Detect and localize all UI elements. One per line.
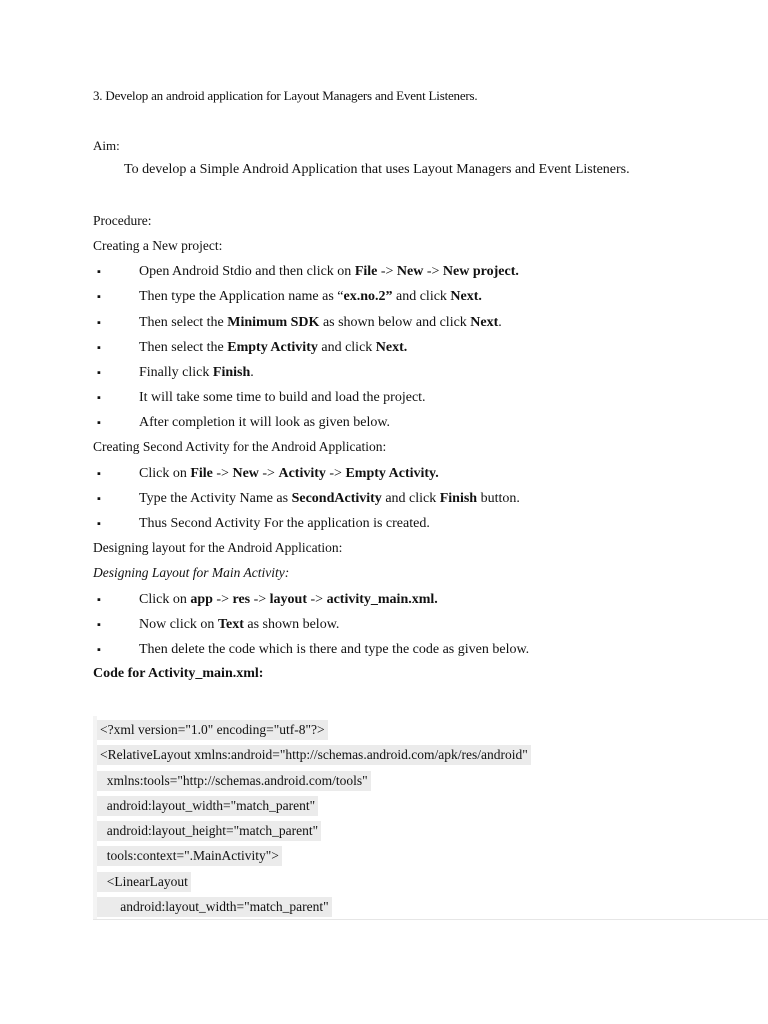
code-line: tools:context=".MainActivity"> xyxy=(97,846,282,866)
code-line: <RelativeLayout xmlns:android="http://schemas.android.com/apk/res/android" xyxy=(97,745,531,765)
section-designing-layout: Designing layout for the Android Application: xyxy=(93,540,343,555)
list-item-text: It will take some time to build and load the project. xyxy=(139,390,426,405)
code-line: xmlns:tools="http://schemas.android.com/tools" xyxy=(97,771,371,791)
bullet-icon: ▪ xyxy=(97,644,101,656)
code-line: <?xml version="1.0" encoding="utf-8"?> xyxy=(97,720,328,740)
section-new-project: Creating a New project: xyxy=(93,238,223,253)
list-item-text: After completion it will look as given below. xyxy=(139,415,391,430)
page-title: 3. Develop an android application for Layout Managers and Event Listeners. xyxy=(93,88,478,103)
procedure-label: Procedure: xyxy=(93,213,152,228)
bullet-icon: ▪ xyxy=(97,493,101,505)
code-line: <LinearLayout xyxy=(97,872,191,892)
bullet-icon: ▪ xyxy=(97,317,101,329)
bullet-icon: ▪ xyxy=(97,619,101,631)
aim-label: Aim: xyxy=(93,138,120,153)
list-item-text: Finally click Finish. xyxy=(139,365,254,380)
bullet-icon: ▪ xyxy=(97,266,101,278)
code-line: android:layout_width="match_parent" xyxy=(97,796,318,816)
list-item-text: Then select the Minimum SDK as shown below and click Next. xyxy=(139,315,502,330)
code-line: android:layout_width="match_parent" xyxy=(97,897,332,917)
section-second-activity: Creating Second Activity for the Android Application: xyxy=(93,439,387,454)
code-line: android:layout_height="match_parent" xyxy=(97,821,321,841)
list-item-text: Now click on Text as shown below. xyxy=(139,617,340,632)
list-item-text: Thus Second Activity For the application is created. xyxy=(139,516,430,531)
bullet-icon: ▪ xyxy=(97,342,101,354)
bullet-icon: ▪ xyxy=(97,392,101,404)
list-item-text: Type the Activity Name as SecondActivity and click Finish button. xyxy=(139,491,520,506)
bullet-icon: ▪ xyxy=(97,594,101,606)
bullet-icon: ▪ xyxy=(97,367,101,379)
list-item-text: Open Android Stdio and then click on File -> New -> New project. xyxy=(139,264,519,279)
bullet-icon: ▪ xyxy=(97,518,101,530)
code-heading: Code for Activity_main.xml: xyxy=(93,666,264,681)
list-item-text: Click on app -> res -> layout -> activity_main.xml. xyxy=(139,592,438,607)
list-item-text: Then select the Empty Activity and click Next. xyxy=(139,340,408,355)
list-item-text: Click on File -> New -> Activity -> Empty Activity. xyxy=(139,466,439,481)
bullet-icon: ▪ xyxy=(97,291,101,303)
bullet-icon: ▪ xyxy=(97,468,101,480)
list-item-text: Then type the Application name as “ex.no.2” and click Next. xyxy=(139,289,482,304)
aim-text: To develop a Simple Android Application that uses Layout Managers and Event Listeners. xyxy=(124,162,630,177)
page-cutoff-divider xyxy=(93,919,768,920)
section-designing-main: Designing Layout for Main Activity: xyxy=(93,565,290,580)
list-item-text: Then delete the code which is there and type the code as given below. xyxy=(139,642,530,657)
bullet-icon: ▪ xyxy=(97,417,101,429)
